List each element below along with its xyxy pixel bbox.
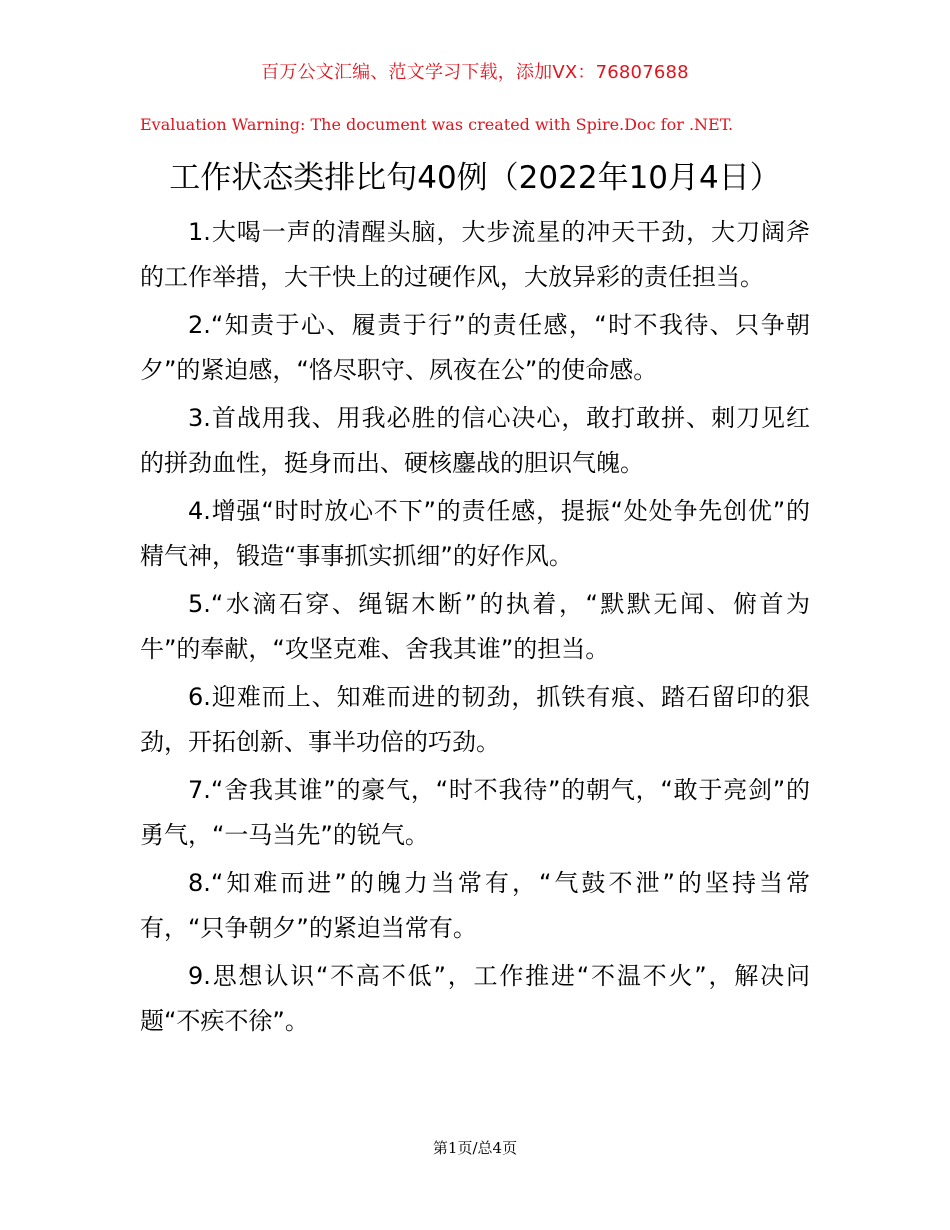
document-title: 工作状态类排比句40例（2022年10月4日） bbox=[169, 160, 781, 196]
header-banner: 百万公文汇编、范文学习下载，添加VX：76807688 bbox=[261, 62, 689, 83]
paragraph-6: 6.迎难而上、知难而进的韧劲，抓铁有痕、踏石留印的狠劲，开拓创新、事半功倍的巧劲。 bbox=[140, 683, 810, 756]
page-footer: 第1页/总4页 bbox=[432, 1139, 518, 1157]
paragraph-7: 7.“舍我其谁”的豪气，“时不我待”的朝气，“敢于亮剑”的勇气，“一马当先”的锐气。 bbox=[140, 776, 810, 849]
paragraph-1: 1.大喝一声的清醒头脑，大步流星的冲天干劲，大刀阔斧的工作举措，大干快上的过硬作风，大放异彩的责任担当。 bbox=[140, 218, 810, 291]
paragraph-4: 4.增强“时时放心不下”的责任感，提振“处处争先创优”的精气神，锻造“事事抓实抓细”的好作风。 bbox=[140, 497, 810, 570]
evaluation-warning: Evaluation Warning: The document was created with Spire.Doc for .NET. bbox=[140, 115, 734, 134]
paragraph-5: 5.“水滴石穿、绳锯木断”的执着，“默默无闻、俯首为牛”的奉献，“攻坚克难、舍我其谁”的担当。 bbox=[140, 590, 810, 663]
paragraph-2: 2.“知责于心、履责于行”的责任感，“时不我待、只争朝夕”的紧迫感，“恪尽职守、夙夜在公”的使命感。 bbox=[140, 311, 810, 384]
document-body bbox=[140, 210, 810, 1047]
paragraph-9: 9.思想认识“不高不低”，工作推进“不温不火”，解决问题“不疾不徐”。 bbox=[140, 962, 810, 1035]
paragraph-3: 3.首战用我、用我必胜的信心决心，敢打敢拼、刺刀见红的拼劲血性，挺身而出、硬核鏖战的胆识气魄。 bbox=[140, 404, 810, 477]
paragraph-8: 8.“知难而进”的魄力当常有，“气鼓不泄”的坚持当常有，“只争朝夕”的紧迫当常有。 bbox=[140, 869, 810, 942]
